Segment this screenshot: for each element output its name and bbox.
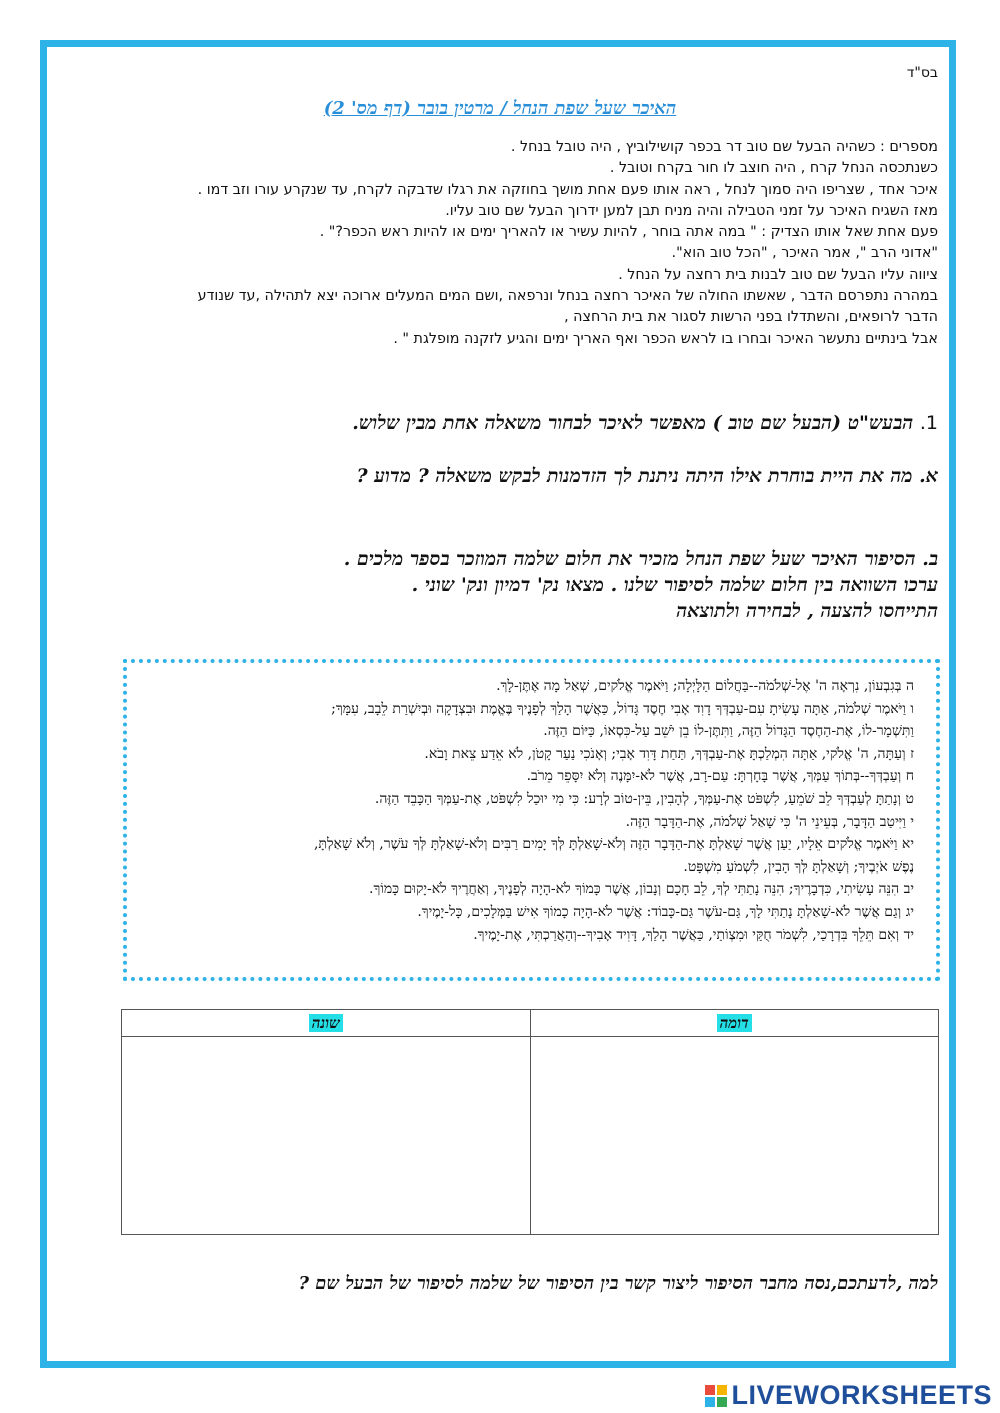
story-line: מספרים : כשהיה הבעל שם טוב דר בכפר קושילוביץ , היה טובל בנחל . bbox=[510, 139, 938, 155]
verses-box bbox=[123, 659, 940, 981]
verse-line: ה בְּגִבְעוֹן, נִרְאָה ה' אֶל-שְׁלֹמֹה--בַּחֲלוֹם הַלָּיְלָה; וַיֹּאמֶר אֱלֹקים, שְׁאַל מָה אֶתֶּן-לָךְ. bbox=[496, 678, 914, 694]
bsd-header: בס"ד bbox=[906, 65, 938, 81]
story-line: פעם אחת שאל אותו הצדיק : " במה אתה בוחר , להיות עשיר או להאריך ימים או להיות ראש הכפר?" . bbox=[319, 224, 938, 241]
verse-line: ו וַיֹּאמֶר שְׁלֹמֹה, אַתָּה עָשִׂיתָ עִם-עַבְדְּךָ דָוִד אָבִי חֶסֶד גָּדוֹל, כַּאֲשֶׁר הָלַךְ לְפָנֶיךָ בֶּאֱמֶת וּבִצְדָקָה וּבְיִשְׁרַת לֵבָב, עִמָּךְ; bbox=[331, 700, 914, 717]
verse-line: ט וְנָתַתָּ לְעַבְדְּךָ לֵב שֹׁמֵעַ, לִשְׁפֹּט אֶת-עַמְּךָ, לְהָבִין, בֵּין-טוֹב לְרָע: כִּי מִי יוּכַל לִשְׁפֹּט, אֶת-עַמְּךָ הַכָּבֵד הַזֶּה. bbox=[374, 790, 914, 807]
answer-cell-similar[interactable] bbox=[530, 1037, 939, 1235]
question-b bbox=[70, 546, 938, 624]
question-1-text: הבעש"ט (הבעל שם טוב ) מאפשר לאיכר לבחור משאלה אחת מבין שלוש. bbox=[352, 412, 914, 434]
answer-cell-different[interactable] bbox=[122, 1037, 531, 1235]
verse-line: וַתִּשְׁמָר-לוֹ, אֶת-הַחֶסֶד הַגָּדוֹל הַזֶּה, וַתִּתֶּן-לוֹ בֵן יֹשֵׁב עַל-כִּסְאוֹ, כַּיּוֹם הַזֶּה. bbox=[543, 723, 914, 740]
story-line: "אדוני הרב ", אמר האיכר , "הכל טוב הוא". bbox=[671, 245, 938, 262]
verse-line: יג וְגַם אֲשֶׁר לֹא-שָׁאַלְתָּ נָתַתִּי לָךְ, גַּם-עֹשֶׁר גַּם-כָּבוֹד: אֲשֶׁר לֹא-הָיָה כָמוֹךָ אִישׁ בַּמְּלָכִים, כָּל-יָמֶיךָ. bbox=[417, 903, 914, 920]
verse-line: י וַיִּיטַב הַדָּבָר, בְּעֵינֵי ה' כִּי שָׁאַל שְׁלֹמֹה, אֶת-הַדָּבָר הַזֶּה. bbox=[625, 813, 914, 830]
logo-text: LIVEWORKSHEETS bbox=[731, 1380, 992, 1410]
story-line: כשנתכסה הנחל קרח , היה חוצב לו חור בקרח וטובל . bbox=[609, 160, 938, 177]
header-different bbox=[122, 1010, 531, 1037]
verse-line: יד וְאִם תֵּלֵךְ בִּדְרָכַי, לִשְׁמֹר חֻקַּי וּמִצְוֹתַי, כַּאֲשֶׁר הָלַךְ, דָּוִיד אָבִיךָ--וְהַאֲרַכְתִּי, אֶת-יָמֶיךָ. bbox=[473, 926, 914, 943]
verse-line: ז וְעַתָּה, ה' אֱלֹקי, אַתָּה הִמְלַכְתָּ אֶת-עַבְדְּךָ, תַּחַת דָּוִד אָבִי; וְאָנֹכִי נַעַר קָטֹן, לֹא אֵדַע צֵאת וָבֹא. bbox=[424, 745, 914, 762]
verse-line: יא וַיֹּאמֶר אֱלֹקים אֵלָיו, יַעַן אֲשֶׁר שָׁאַלְתָּ אֶת-הַדָּבָר הַזֶּה וְלֹא-שָׁאַלְתָּ לְּךָ יָמִים רַבִּים וְלֹא-שָׁאַלְתָּ לְּךָ עֹשֶׁר, וְלֹא שָׁאַלְתָּ, bbox=[313, 836, 914, 853]
question-b-line: ערכו השוואה בין חלום שלמה לסיפור שלנו . מצאו נק' דמיון ונק' שוני . bbox=[411, 574, 938, 596]
header-similar-label: דומה bbox=[717, 1014, 752, 1032]
story-line: אבל בינתיים נתעשר האיכר ובחרו בו לראש הכפר ואף האריך ימים והגיע לזקנה מופלגת " . bbox=[393, 330, 938, 347]
verse-line: יב הִנֵּה עָשִׂיתִי, כִּדְבָרֶיךָ; הִנֵּה נָתַתִּי לְךָ, לֵב חָכָם וְנָבוֹן, אֲשֶׁר כָּמוֹךָ לֹא-הָיָה לְפָנֶיךָ, וְאַחֲרֶיךָ לֹא-יָקוּם כָּמוֹךָ. bbox=[369, 881, 914, 898]
story-line: ציווה עליו הבעל שם טוב לבנות בית רחצה על הנחל . bbox=[618, 266, 938, 283]
story-line: איכר אחד , שצריפו היה סמוך לנחל , ראה אותו פעם אחת מושך בחוזקה את רגלו שדבקה לקרח, עד שנקרע עורו וזב דמו . bbox=[197, 181, 938, 198]
verse-line: נֶפֶשׁ אֹיְבֶיךָ; וְשָׁאַלְתָּ לְּךָ הָבִין, לִשְׁמֹעַ מִשְׁפָּט. bbox=[683, 858, 914, 875]
liveworksheets-logo bbox=[705, 1380, 992, 1411]
header-different-label: שונה bbox=[309, 1014, 343, 1032]
question-b-line: התייחסו להצעה , לבחירה ולתוצאה bbox=[676, 600, 938, 622]
question-1 bbox=[70, 412, 938, 435]
story-line: מאז השגיח האיכר על זמני הטבילה והיה מניח תבן למען ידרוך הבעל שם טוב עליו. bbox=[445, 202, 938, 219]
final-question: למה ,לדעתכם,נסה מחבר הסיפור ליצור קשר בין הסיפור של שלמה לסיפור של הבעל שם ? bbox=[298, 1273, 938, 1294]
question-b-line: ב. הסיפור האיכר שעל שפת הנחל מזכיר את חלום שלמה המוזכר בספר מלכים . bbox=[343, 548, 938, 570]
header-similar bbox=[530, 1010, 939, 1037]
question-1-number: 1. bbox=[919, 412, 938, 434]
story-line: במהרה נתפרסם הדבר , שאשתו החולה של האיכר רחצה בנחל ונרפאה ,ושם המים המעלים ארוכה יצא לתהילה ,עד שנודע bbox=[197, 288, 938, 305]
question-a: א. מה את היית בוחרת אילו היתה ניתנת לך הזדמנות לבקש משאלה ? מדוע ? bbox=[356, 465, 938, 487]
comparison-table bbox=[121, 1009, 939, 1235]
page-title: האיכר שעל שפת הנחל / מרטין בובר (דף מס' 2) bbox=[323, 98, 677, 119]
logo-mark-icon bbox=[705, 1385, 727, 1407]
story-text bbox=[78, 137, 938, 350]
story-line: הדבר לרופאים, והשתדלו בפני הרשות לסגור את בית הרחצה , bbox=[564, 309, 938, 326]
verse-line: ח וְעַבְדְּךָ--בְּתוֹךְ עַמְּךָ, אֲשֶׁר בָּחָרְתָּ: עַם-רָב, אֲשֶׁר לֹא-יִמָּנֶה וְלֹא יִסָּפֵר מֵרֹב. bbox=[526, 768, 914, 785]
